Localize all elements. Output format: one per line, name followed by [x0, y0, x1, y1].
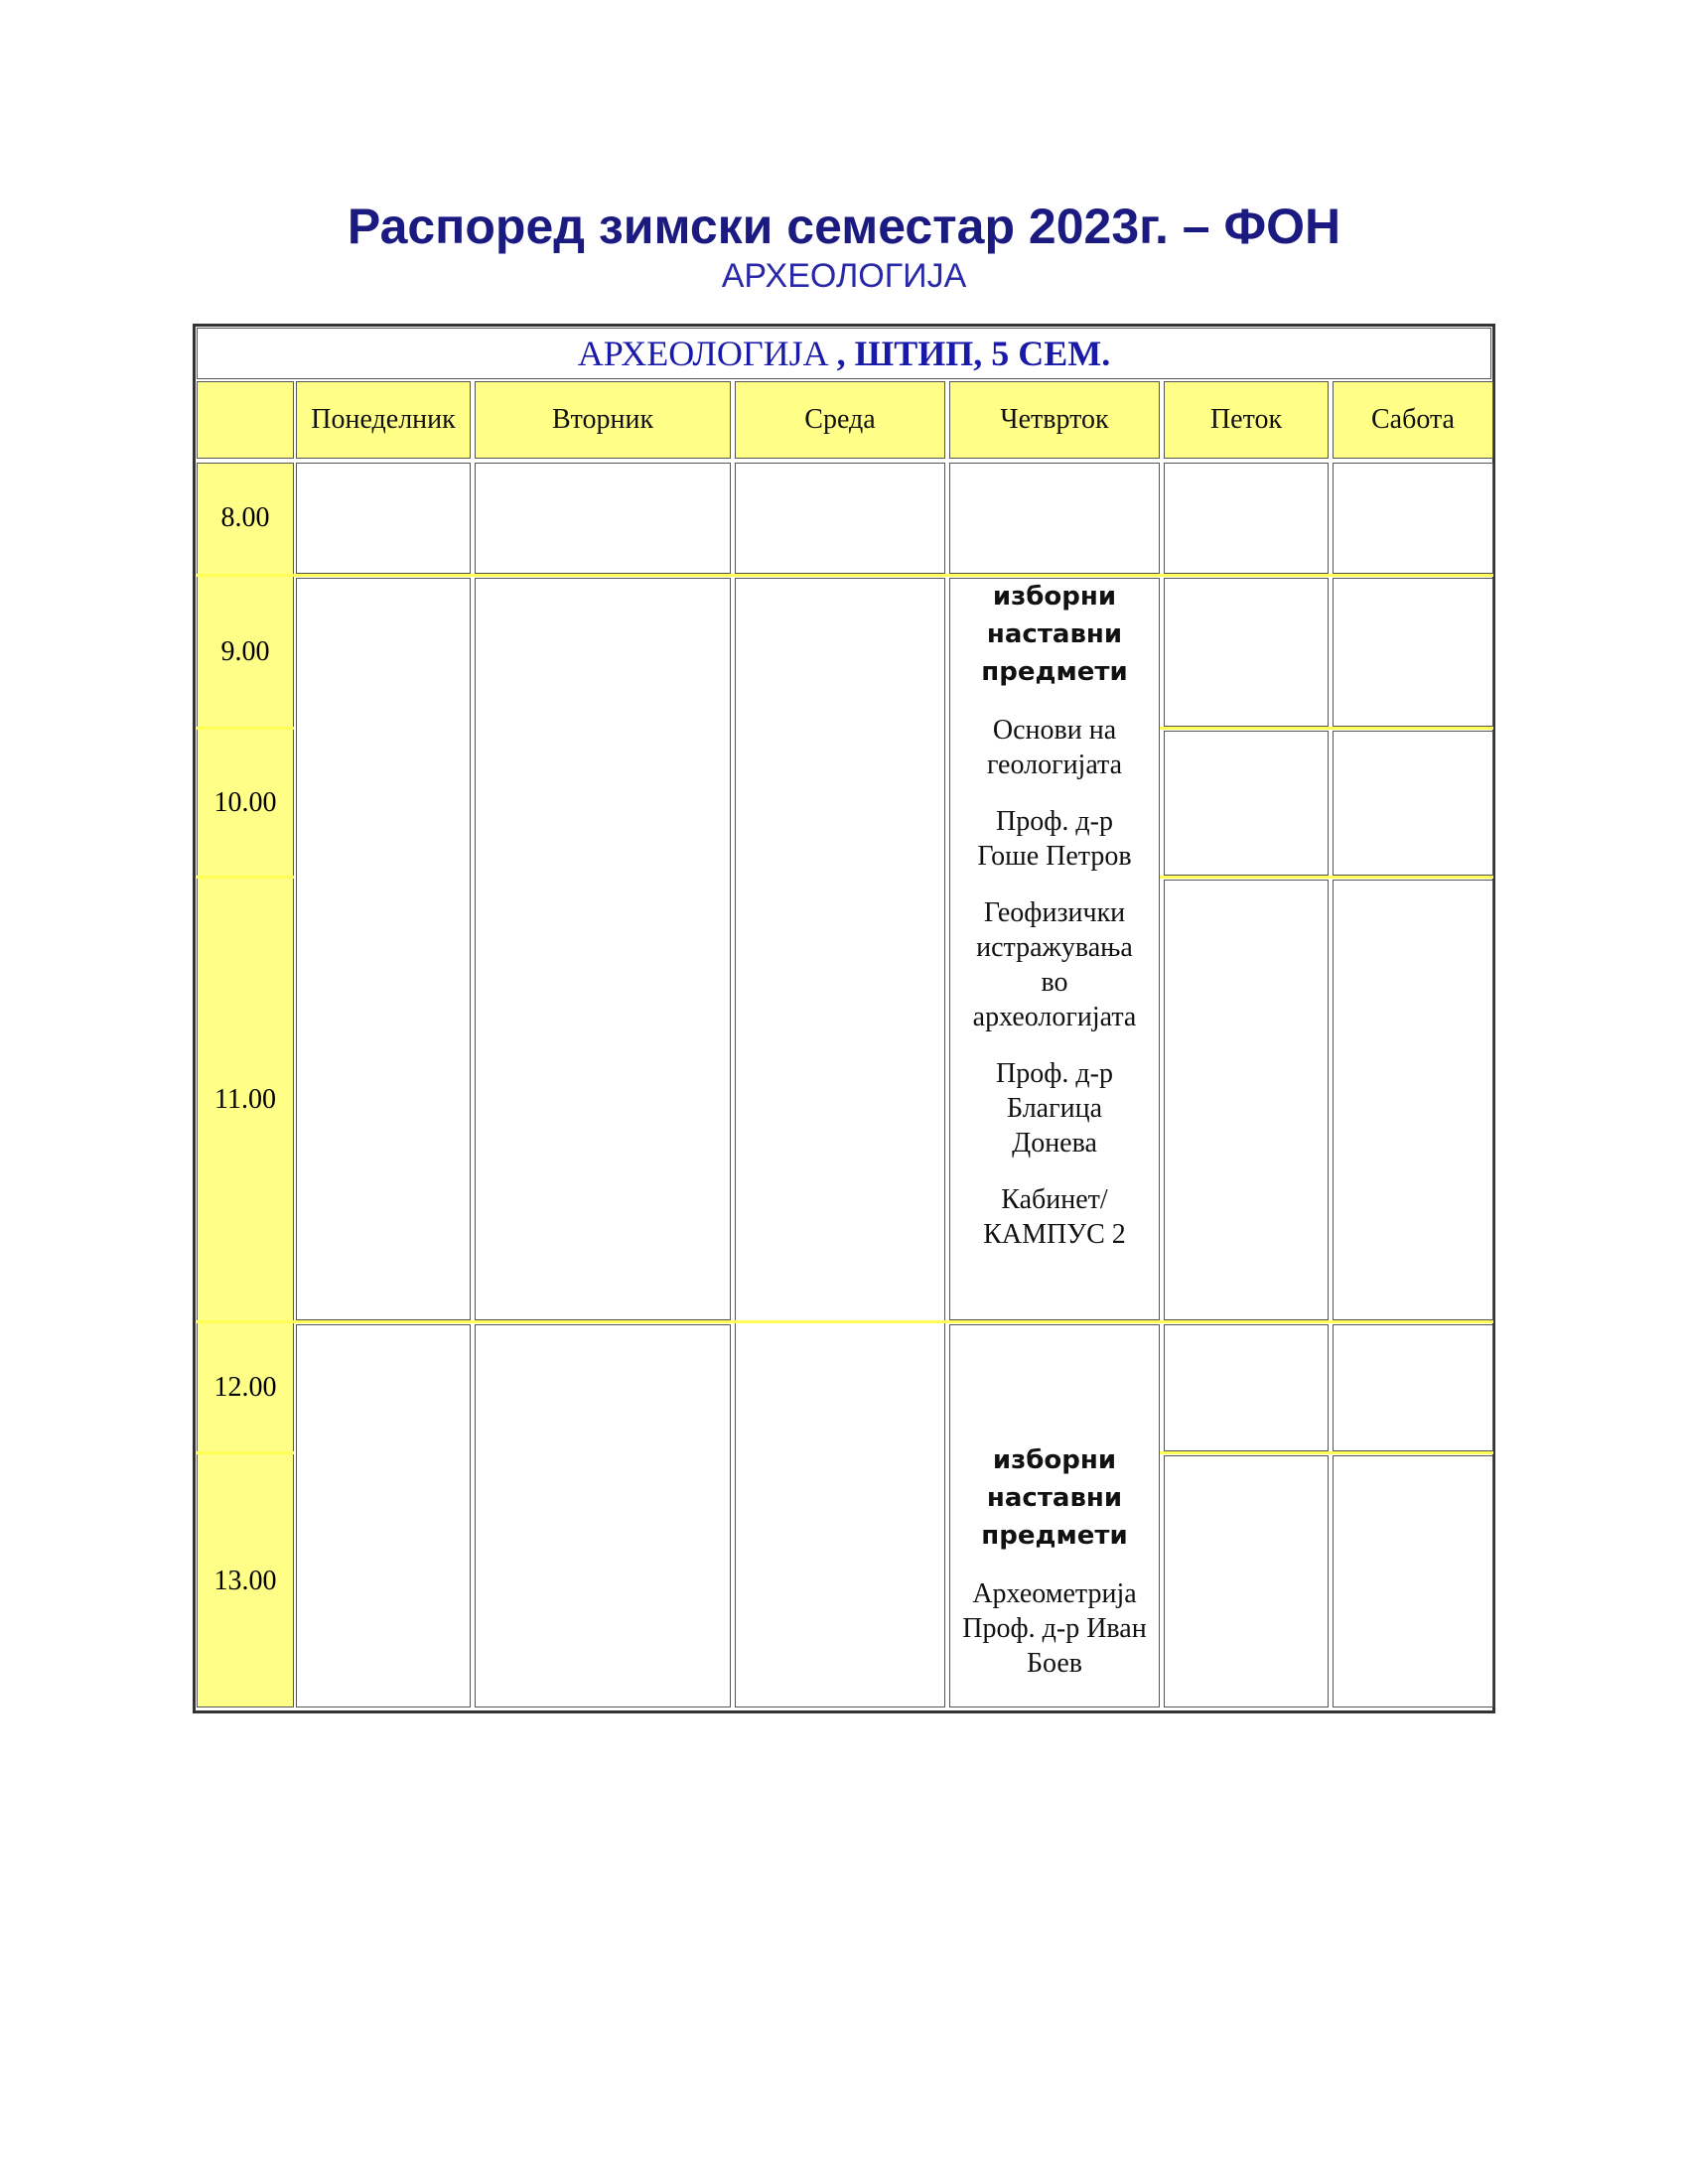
course-line: Проф. д-р Иван: [962, 1613, 1147, 1644]
thursday-elective-2: [949, 1441, 1160, 1681]
time-slot: 11.00: [214, 1084, 276, 1115]
professor-line: Благица: [1007, 1093, 1102, 1124]
row-divider: [197, 1320, 1493, 1323]
schedule-cell: [475, 463, 731, 574]
thursday-elective-1: [949, 578, 1160, 1252]
elective-heading: [949, 1441, 1160, 1555]
professor-line: Донева: [1012, 1128, 1097, 1159]
header-tuesday: Вторник: [475, 381, 731, 459]
schedule-cell: [1164, 463, 1329, 574]
professor-line: Проф. д-р: [996, 806, 1113, 837]
row-divider: [1160, 876, 1493, 879]
course-line: археологијата: [972, 1002, 1137, 1032]
schedule-cell: [1333, 1324, 1493, 1451]
schedule-cell: [1333, 1455, 1493, 1707]
banner-location: , ШТИП, 5 СЕМ.: [836, 334, 1111, 373]
heading-line: предмети: [981, 1521, 1128, 1551]
room-name: [949, 1182, 1160, 1252]
schedule-cell: [1333, 731, 1493, 876]
row-divider: [1160, 727, 1493, 730]
course-line: Основи на: [992, 715, 1117, 746]
page-title: Распоред зимски семестар 2023г. – ФОН: [347, 199, 1341, 254]
schedule-cell: [1333, 578, 1493, 727]
header-monday: Понеделник: [296, 381, 471, 459]
header-saturday: Сабота: [1333, 381, 1493, 459]
course-line: Археометрија: [972, 1578, 1137, 1609]
schedule-cell: [475, 1324, 731, 1707]
time-slot: 12.00: [213, 1372, 277, 1403]
header-friday: Петок: [1164, 381, 1329, 459]
course-line: Боев: [1026, 1648, 1083, 1679]
heading-line: наставни: [986, 619, 1123, 649]
course-name: [949, 1576, 1160, 1681]
room-line: КАМПУС 2: [983, 1219, 1126, 1250]
row-divider: [197, 1451, 294, 1454]
table-banner: [197, 328, 1491, 379]
room-line: Кабинет/: [1001, 1184, 1108, 1215]
schedule-cell: [1333, 880, 1493, 1320]
schedule-cell: [735, 578, 945, 1707]
time-slot: 9.00: [220, 636, 270, 667]
row-divider: [1160, 1451, 1493, 1454]
row-divider: [197, 876, 294, 879]
time-slot: 10.00: [213, 787, 277, 818]
schedule-cell: [949, 463, 1160, 574]
header-corner: [197, 381, 294, 459]
schedule-cell: [1164, 1455, 1329, 1707]
schedule-cell: [1164, 880, 1329, 1320]
schedule-cell: [735, 463, 945, 574]
professor-line: Проф. д-р: [996, 1058, 1113, 1089]
time-slot: 13.00: [213, 1566, 277, 1596]
row-divider: [197, 574, 1493, 577]
professor-name: [949, 1056, 1160, 1160]
professor-name: [949, 804, 1160, 874]
course-line: геологијата: [986, 750, 1123, 780]
header-wednesday: Среда: [735, 381, 945, 459]
heading-line: изборни: [992, 1445, 1117, 1475]
schedule-cell: [296, 463, 471, 574]
schedule-cell: [1164, 731, 1329, 876]
page-subtitle: АРХЕОЛОГИЈА: [721, 257, 967, 295]
schedule-cell: [1333, 463, 1493, 574]
professor-line: Гоше Петров: [977, 841, 1132, 872]
heading-line: наставни: [986, 1483, 1123, 1513]
time-slot: 8.00: [220, 502, 270, 533]
row-divider: [197, 727, 294, 730]
course-line: во: [1041, 967, 1068, 998]
schedule-cell: [1164, 578, 1329, 727]
schedule-cell: [1164, 1324, 1329, 1451]
heading-line: изборни: [992, 582, 1117, 612]
heading-line: предмети: [981, 657, 1128, 687]
course-line: Геофизички: [983, 897, 1126, 928]
course-line: истражувања: [976, 932, 1133, 963]
header-thursday: Четврток: [949, 381, 1160, 459]
course-name: [949, 713, 1160, 782]
banner-program: АРХЕОЛОГИЈА: [577, 334, 829, 373]
schedule-cell: [296, 578, 471, 1320]
elective-heading: [949, 578, 1160, 691]
schedule-cell: [296, 1324, 471, 1707]
course-name: [949, 895, 1160, 1034]
schedule-cell: [475, 578, 731, 1320]
